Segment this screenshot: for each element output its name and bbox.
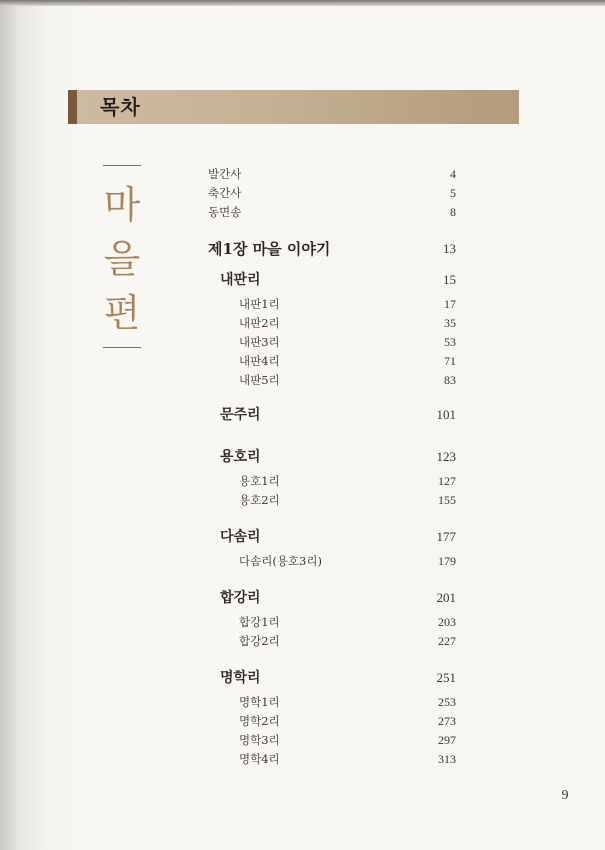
toc-entry-label: 명학3리 [239, 733, 280, 747]
toc-entry-page: 273 [438, 714, 456, 728]
toc-entry-village [220, 271, 456, 289]
toc-entry-label: 제1장 마을 이야기 [208, 240, 331, 258]
toc-entry-subvillage [239, 333, 456, 351]
toc-entry-label: 명학4리 [239, 752, 280, 766]
toc-entry-subvillage [239, 750, 456, 768]
toc-entry-front-matter [208, 184, 456, 202]
section-title-top-rule [103, 165, 141, 166]
toc-entry-page: 227 [438, 634, 456, 648]
toc-entry-village [220, 448, 456, 466]
toc-header-accent [68, 90, 77, 124]
toc-entry-label: 합강2리 [239, 634, 280, 648]
toc-entry-village [220, 589, 456, 607]
toc-entry-page: 313 [438, 752, 456, 766]
toc-entry-page: 179 [438, 554, 456, 568]
toc-entry-page: 71 [444, 354, 456, 368]
toc-entry-label: 발간사 [208, 167, 242, 181]
toc-entry-village [220, 669, 456, 687]
toc-entry-page: 53 [444, 335, 456, 349]
toc-entry-subvillage [239, 613, 456, 631]
toc-title: 목차 [100, 95, 141, 119]
toc-entry-label: 명학리 [220, 670, 261, 686]
toc-entry-page: 101 [436, 407, 456, 422]
toc-entry-label: 명학1리 [239, 695, 280, 709]
toc-entry-page: 35 [444, 316, 456, 330]
toc-entry-label: 내판2리 [239, 316, 280, 330]
section-title: 마을편 [103, 183, 141, 335]
toc-entry-page: 201 [436, 590, 456, 605]
toc-entry-page: 8 [450, 205, 456, 219]
toc-entry-subvillage [239, 712, 456, 730]
toc-entry-label: 문주리 [220, 407, 261, 423]
toc-entry-label: 합강리 [220, 590, 261, 606]
toc-entry-page: 15 [443, 272, 456, 287]
toc-entry-page: 297 [438, 733, 456, 747]
toc-entry-page: 177 [436, 529, 456, 544]
toc-entry-subvillage [239, 472, 456, 490]
toc-entry-subvillage [239, 731, 456, 749]
toc-entry-subvillage [239, 352, 456, 370]
page-number: 9 [561, 788, 569, 803]
toc-entry-subvillage [239, 632, 456, 650]
toc-entry-front-matter [208, 165, 456, 183]
toc-entry-page: 5 [450, 186, 456, 200]
toc-entry-page: 83 [444, 373, 456, 387]
toc-entry-label: 다솜리 [220, 529, 261, 545]
page-top-edge [0, 0, 605, 6]
toc-entry-subvillage [239, 295, 456, 313]
toc-entry-page: 253 [438, 695, 456, 709]
toc-entry-page: 251 [436, 670, 456, 685]
toc-entry-label: 용호1리 [239, 474, 280, 488]
toc-entry-page: 4 [450, 167, 456, 181]
toc-entry-label: 다솜리(용호3리) [239, 554, 322, 568]
toc-entry-subvillage [239, 314, 456, 332]
toc-entry-page: 13 [443, 241, 456, 256]
toc-entry-page: 127 [438, 474, 456, 488]
toc-entry-subvillage [239, 552, 456, 570]
toc-entry-page: 17 [444, 297, 456, 311]
toc-entry-chapter [208, 240, 456, 258]
toc-entry-subvillage [239, 491, 456, 509]
toc-entry-page: 203 [438, 615, 456, 629]
toc-entry-label: 내판3리 [239, 335, 280, 349]
toc-entry-village [220, 406, 456, 424]
toc-entry-label: 명학2리 [239, 714, 280, 728]
toc-entry-village [220, 528, 456, 546]
toc-entry-subvillage [239, 693, 456, 711]
toc-entry-label: 내판1리 [239, 297, 280, 311]
toc-entry-label: 동면송 [208, 205, 242, 219]
section-title-bottom-rule [103, 347, 141, 348]
toc-entry-page: 155 [438, 493, 456, 507]
toc-entry-subvillage [239, 371, 456, 389]
toc-entry-label: 내판5리 [239, 373, 280, 387]
toc-entry-label: 용호리 [220, 449, 261, 465]
toc-entry-label: 합강1리 [239, 615, 280, 629]
toc-entry-label: 내판리 [220, 272, 261, 288]
toc-entry-front-matter [208, 203, 456, 221]
toc-entry-label: 축간사 [208, 186, 242, 200]
toc-entry-page: 123 [436, 449, 456, 464]
toc-entry-label: 용호2리 [239, 493, 280, 507]
toc-entry-label: 내판4리 [239, 354, 280, 368]
